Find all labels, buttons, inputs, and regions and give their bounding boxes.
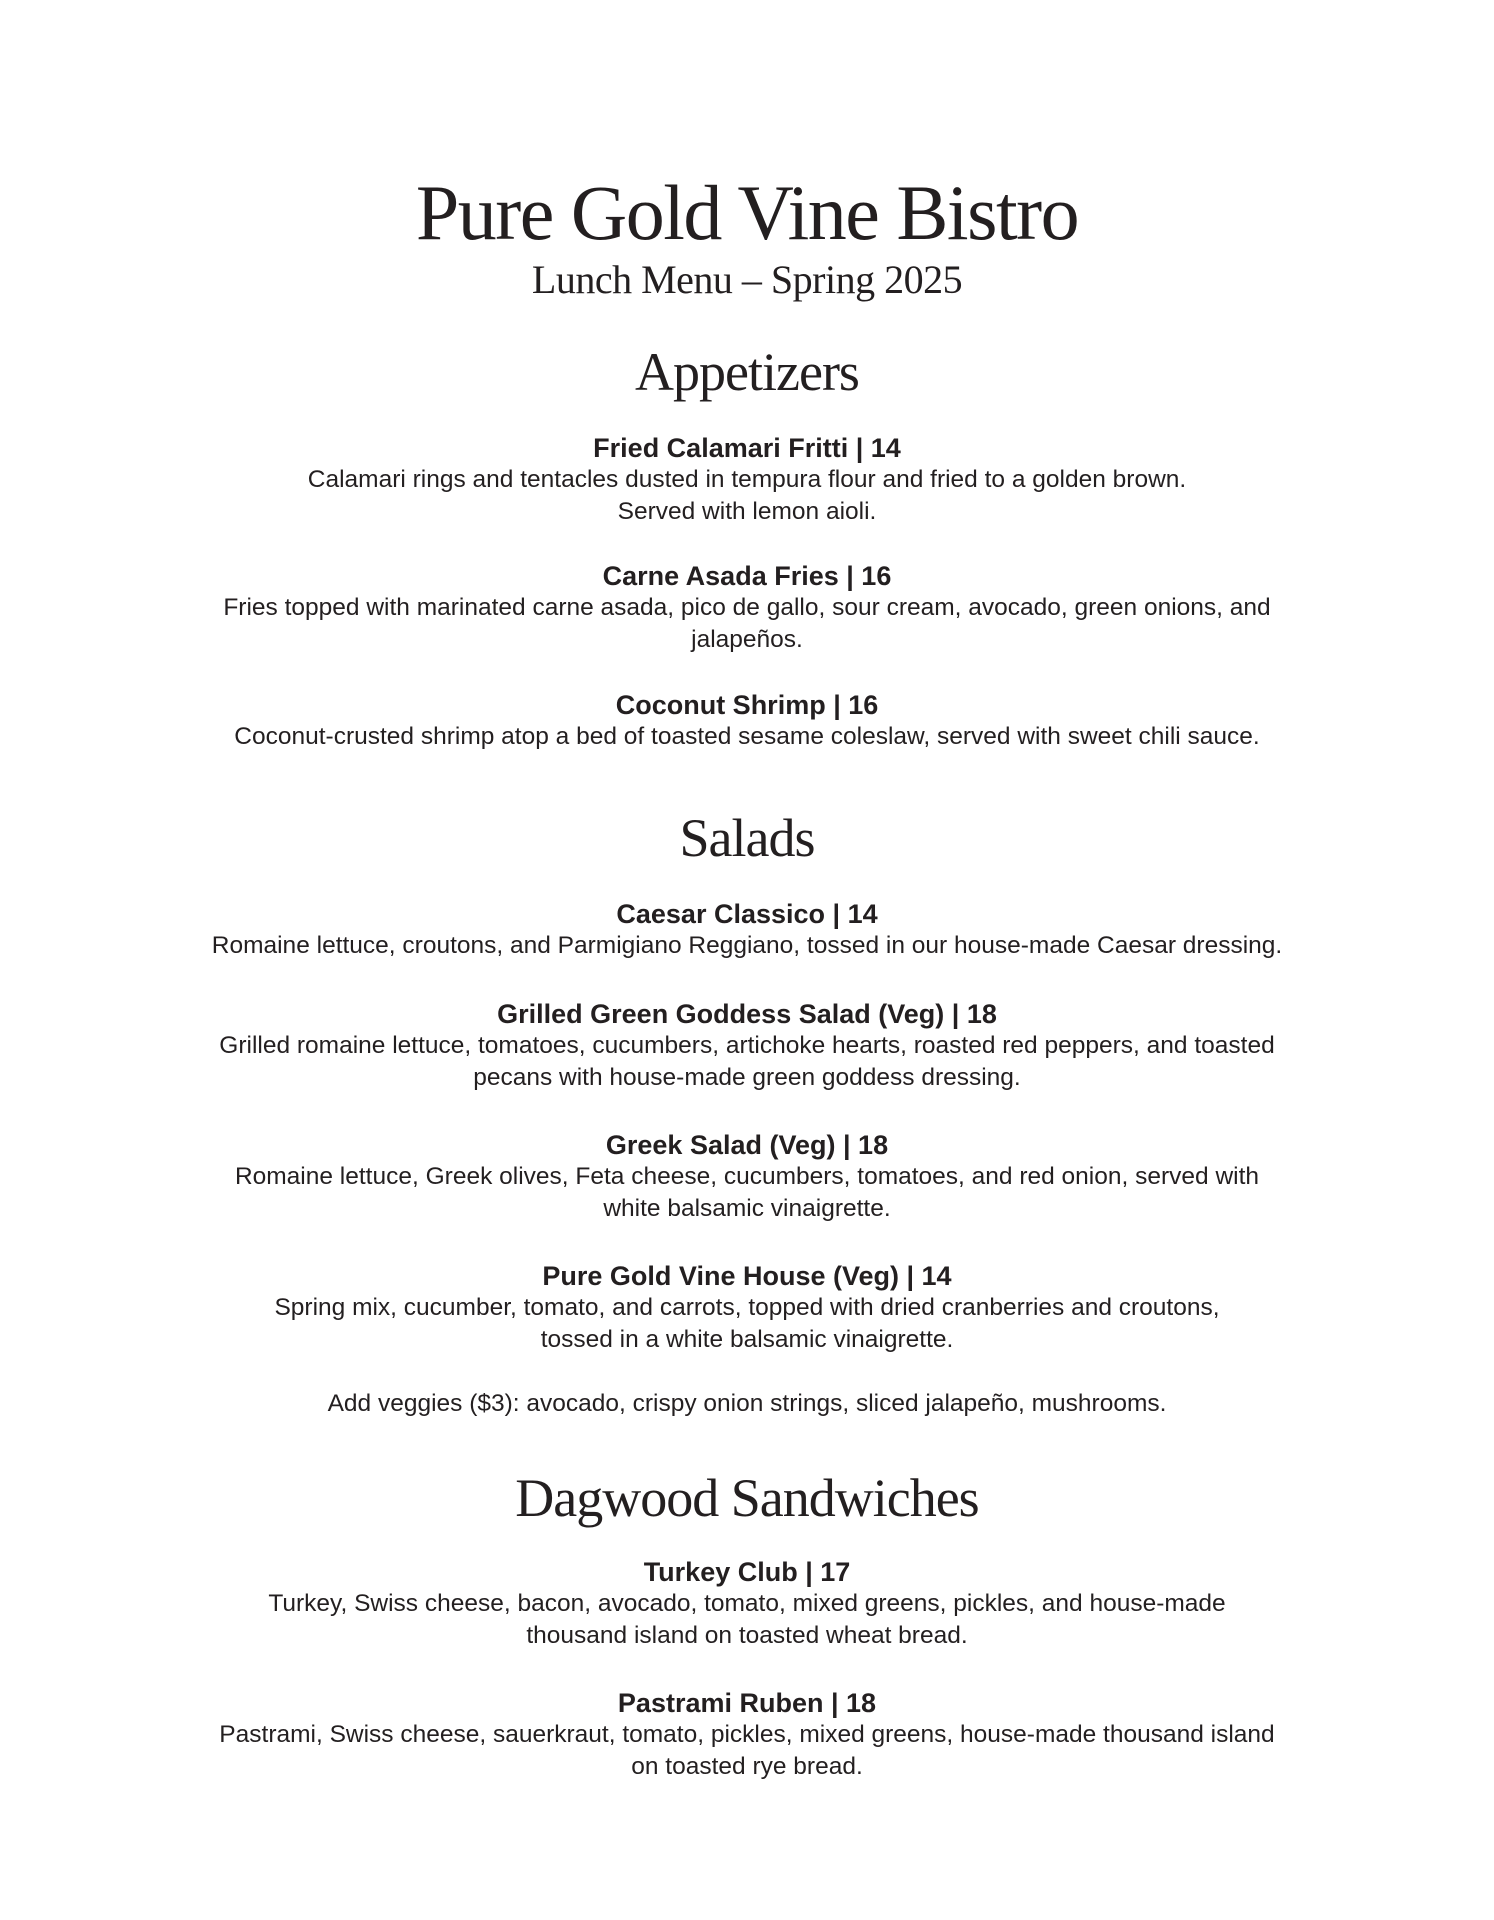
menu-item-name: Greek Salad (Veg) | 18 — [605, 1130, 889, 1160]
menu-item-description: on toasted rye bread. — [631, 1753, 863, 1780]
menu-item-description: Romaine lettuce, croutons, and Parmigiano Reggiano, tossed in our house-made Caesar dressing. — [211, 932, 1283, 959]
menu-item — [150, 1556, 1344, 1652]
menu-item-description: Coconut-crusted shrimp atop a bed of toasted sesame coleslaw, served with sweet chili sauce. — [234, 723, 1260, 750]
menu-item-description: Grilled romaine lettuce, tomatoes, cucumbers, artichoke hearts, roasted red peppers, and toasted — [219, 1032, 1275, 1059]
menu-item — [150, 560, 1344, 656]
menu-item-description: tossed in a white balsamic vinaigrette. — [540, 1326, 954, 1353]
section-heading-appetizers: Appetizers — [635, 342, 859, 402]
menu-item-description: Spring mix, cucumber, tomato, and carrots, topped with dried cranberries and croutons, — [274, 1294, 1220, 1321]
restaurant-name: Pure Gold Vine Bistro — [415, 169, 1079, 256]
menu-item-description: thousand island on toasted wheat bread. — [526, 1622, 968, 1649]
menu-item-description: Served with lemon aioli. — [617, 498, 877, 525]
menu-item — [150, 1687, 1344, 1783]
menu-item-description: white balsamic vinaigrette. — [603, 1195, 891, 1222]
menu-item-description: pecans with house-made green goddess dressing. — [473, 1064, 1021, 1091]
menu-item-name: Grilled Green Goddess Salad (Veg) | 18 — [497, 999, 997, 1029]
menu-item-description: Calamari rings and tentacles dusted in tempura flour and fried to a golden brown. — [307, 466, 1187, 493]
menu-item-name: Caesar Classico | 14 — [616, 899, 878, 929]
menu-item-name: Carne Asada Fries | 16 — [602, 561, 892, 591]
menu-item-name: Pure Gold Vine House (Veg) | 14 — [542, 1261, 952, 1291]
menu-item — [150, 998, 1344, 1094]
menu-item-name: Pastrami Ruben | 18 — [617, 1688, 877, 1718]
section-heading-sandwiches: Dagwood Sandwiches — [515, 1468, 979, 1528]
menu-item-name: Coconut Shrimp | 16 — [615, 690, 879, 720]
menu-item — [150, 1129, 1344, 1225]
menu-item-description: Pastrami, Swiss cheese, sauerkraut, tomato, pickles, mixed greens, house-made thousand island — [219, 1721, 1275, 1748]
menu-item — [150, 898, 1344, 962]
section-heading-salads: Salads — [679, 808, 815, 868]
menu-item-description: Romaine lettuce, Greek olives, Feta cheese, cucumbers, tomatoes, and red onion, served with — [234, 1163, 1260, 1190]
addon-note: Add veggies ($3): avocado, crispy onion strings, sliced jalapeño, mushrooms. — [327, 1390, 1167, 1417]
menu-item — [150, 689, 1344, 753]
menu-item — [150, 432, 1344, 528]
menu-item — [150, 1260, 1344, 1356]
menu-item-name: Turkey Club | 17 — [643, 1557, 851, 1587]
menu-item-description: jalapeños. — [691, 626, 803, 653]
menu-item-name: Fried Calamari Fritti | 14 — [593, 433, 901, 463]
menu-subtitle: Lunch Menu – Spring 2025 — [531, 257, 963, 302]
menu-item-description: Fries topped with marinated carne asada, pico de gallo, sour cream, avocado, green onions, and — [223, 594, 1271, 621]
menu-item-description: Turkey, Swiss cheese, bacon, avocado, tomato, mixed greens, pickles, and house-made — [268, 1590, 1226, 1617]
